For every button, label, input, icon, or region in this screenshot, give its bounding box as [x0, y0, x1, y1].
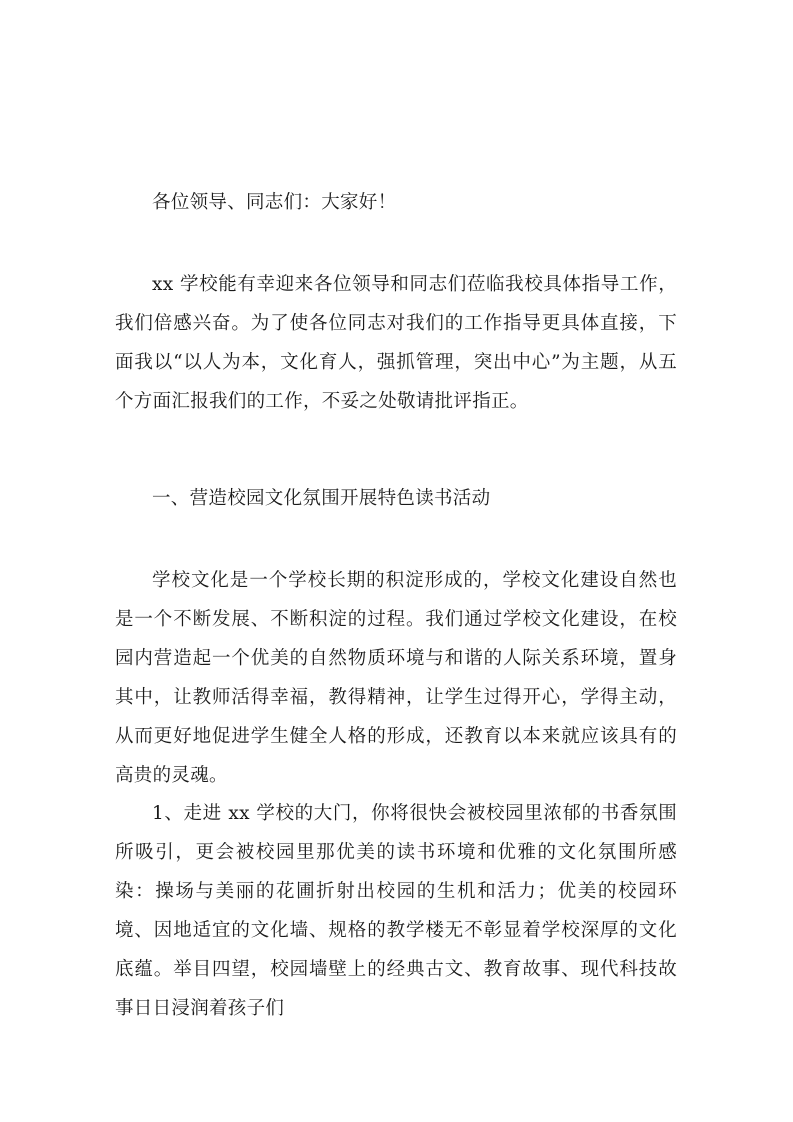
section-1-body-paragraph: 学校文化是一个学校长期的积淀形成的，学校文化建设自然也是一个不断发展、不断积淀的过程。我们通过学校文化建设，在校园内营造起一个优美的自然物质环境与和谐的人际关系环境，置身其中，让教师活得幸福，教得精神，让学生过得开心，学得主动，从而更好地促进学生健全人格的形成，还教育以本来就应该具有的高贵的灵魂。 — [115, 570, 677, 786]
greeting-paragraph: 各位领导、同志们：大家好！ — [152, 192, 397, 213]
intro-paragraph: xx 学校能有幸迎来各位领导和同志们莅临我校具体指导工作，我们倍感兴奋。为了使各位同志对我们的工作指导更具体直接，下面我以“以人为本，文化育人，强抓管理，突出中心”为主题，从五个方面汇报我们的工作，不妥之处敬请批评指正。 — [115, 274, 677, 412]
section-heading-1: 一、营造校园文化氛围开展特色读书活动 — [152, 488, 491, 509]
item-1-paragraph: 1、走进 xx 学校的大门，你将很快会被校园里浓郁的书香氛围所吸引，更会被校园里那优美的读书环境和优雅的文化氛围所感染：操场与美丽的花圃折射出校园的生机和活力；优美的校园环境、因地适宜的文化墙、规格的教学楼无不彰显着学校深厚的文化底蕴。举目四望，校园墙壁上的经典古文、教育故事、现代科技故事日日浸润着孩子们 — [115, 803, 677, 1019]
